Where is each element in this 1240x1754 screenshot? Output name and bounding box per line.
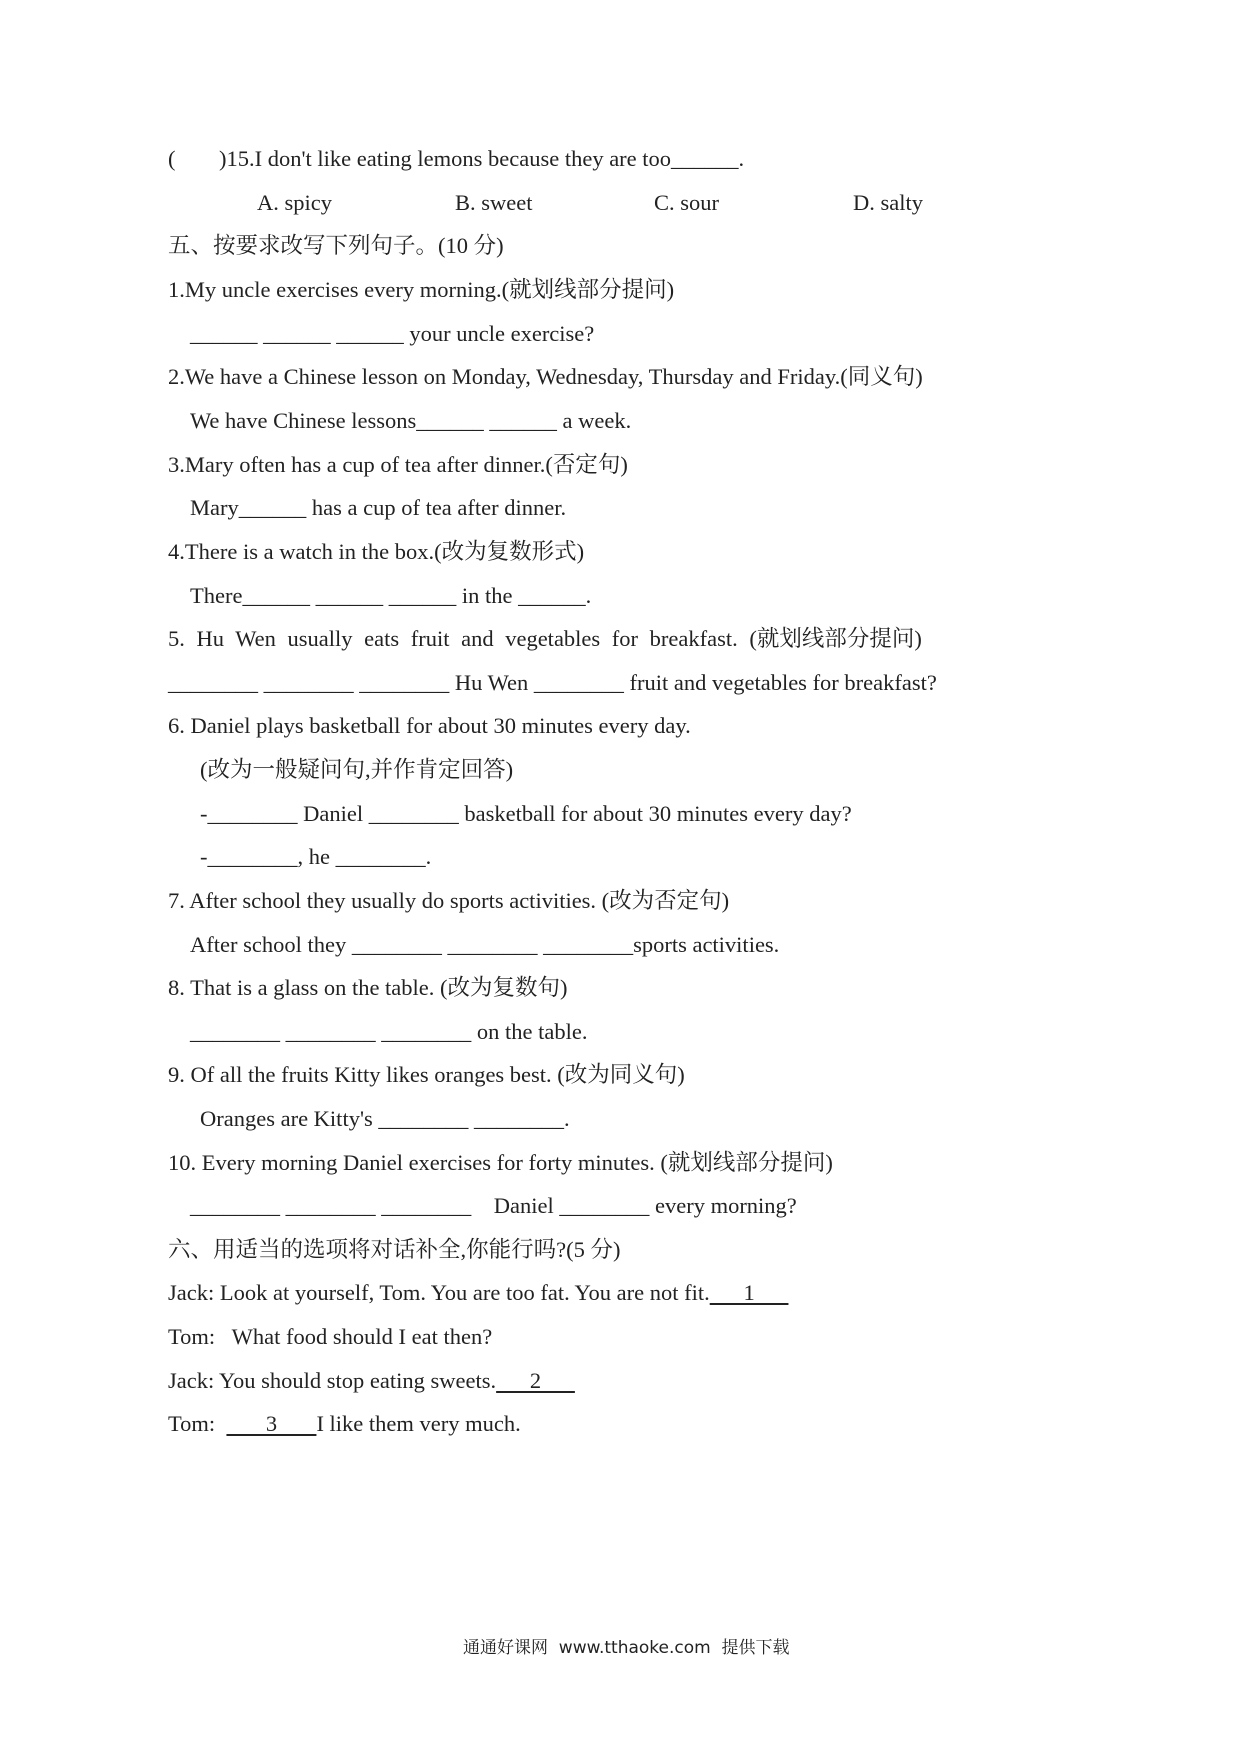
s5-q10: 10. Every morning Daniel exercises for forty minutes. (就划线部分提问) [168,1150,833,1175]
s5-a1: ______ ______ ______ your uncle exercise? [190,321,595,346]
blank-3: 3 [226,1411,317,1436]
q15-option-b: B. sweet [455,190,533,215]
dialogue-text: Look at yourself, Tom. You are too fat. You are not fit. [219,1280,710,1305]
dialogue-text: I like them very much. [316,1411,521,1436]
speaker: Jack: [168,1368,215,1393]
speaker: Jack: [168,1280,215,1305]
s5-a5: ________ ________ ________ Hu Wen ________ fruit and vegetables for breakfast? [168,670,937,695]
q15-option-c: C. sour [654,190,720,215]
s5-a2: We have Chinese lessons______ ______ a week. [190,408,632,433]
s5-a6-answer: -________, he ________. [200,844,432,869]
dialogue-line-4 [168,1410,521,1438]
s5-q1: 1.My uncle exercises every morning.(就划线部分提问) [168,277,675,302]
dialogue-line-3 [168,1367,575,1395]
s5-q6: 6. Daniel plays basketball for about 30 minutes every day. [168,713,691,738]
s5-q8: 8. That is a glass on the table. (改为复数句) [168,975,568,1000]
q15-stem: )15.I don't like eating lemons because they are too______. [219,146,745,171]
s5-a10: ________ ________ ________ Daniel ________ every morning? [190,1193,797,1218]
dialogue-text: You should stop eating sweets. [219,1368,497,1393]
s5-a9: Oranges are Kitty's ________ ________. [200,1106,570,1131]
dialogue-text: What food should I eat then? [215,1324,493,1349]
section5-heading: 五、按要求改写下列句子。(10 分) [168,233,504,258]
s5-a3: Mary______ has a cup of tea after dinner. [190,495,567,520]
section6-heading: 六、用适当的选项将对话补全,你能行吗?(5 分) [168,1237,621,1262]
s5-q9: 9. Of all the fruits Kitty likes oranges best. (改为同义句) [168,1062,685,1087]
s5-a8: ________ ________ ________ on the table. [190,1019,588,1044]
s5-q4: 4.There is a watch in the box.(改为复数形式) [168,539,585,564]
dialogue-line-1 [168,1279,788,1307]
speaker: Tom: [168,1411,216,1436]
blank-2: 2 [496,1368,575,1393]
page-footer: 通通好课网 www.tthaoke.com 提供下载 [463,1638,790,1658]
speaker: Tom: [168,1324,216,1349]
q15-paren: ( [168,146,176,171]
q15-option-a: A. spicy [257,190,332,215]
s5-q2: 2.We have a Chinese lesson on Monday, Wednesday, Thursday and Friday.(同义句) [168,364,923,389]
s5-q3: 3.Mary often has a cup of tea after dinner.(否定句) [168,452,628,477]
s5-q5: 5. Hu Wen usually eats fruit and vegetables for breakfast. (就划线部分提问) [168,626,922,651]
blank-1: 1 [709,1280,789,1305]
q15-option-d: D. salty [853,190,923,215]
s5-q7: 7. After school they usually do sports activities. (改为否定句) [168,888,730,913]
s5-a7: After school they ________ ________ ________sports activities. [190,932,780,957]
dialogue-line-2 [168,1323,492,1351]
s5-a6: -________ Daniel ________ basketball for about 30 minutes every day? [200,801,852,826]
s5-note6: (改为一般疑问句,并作肯定回答) [200,757,514,782]
s5-a4: There______ ______ ______ in the ______. [190,583,592,608]
